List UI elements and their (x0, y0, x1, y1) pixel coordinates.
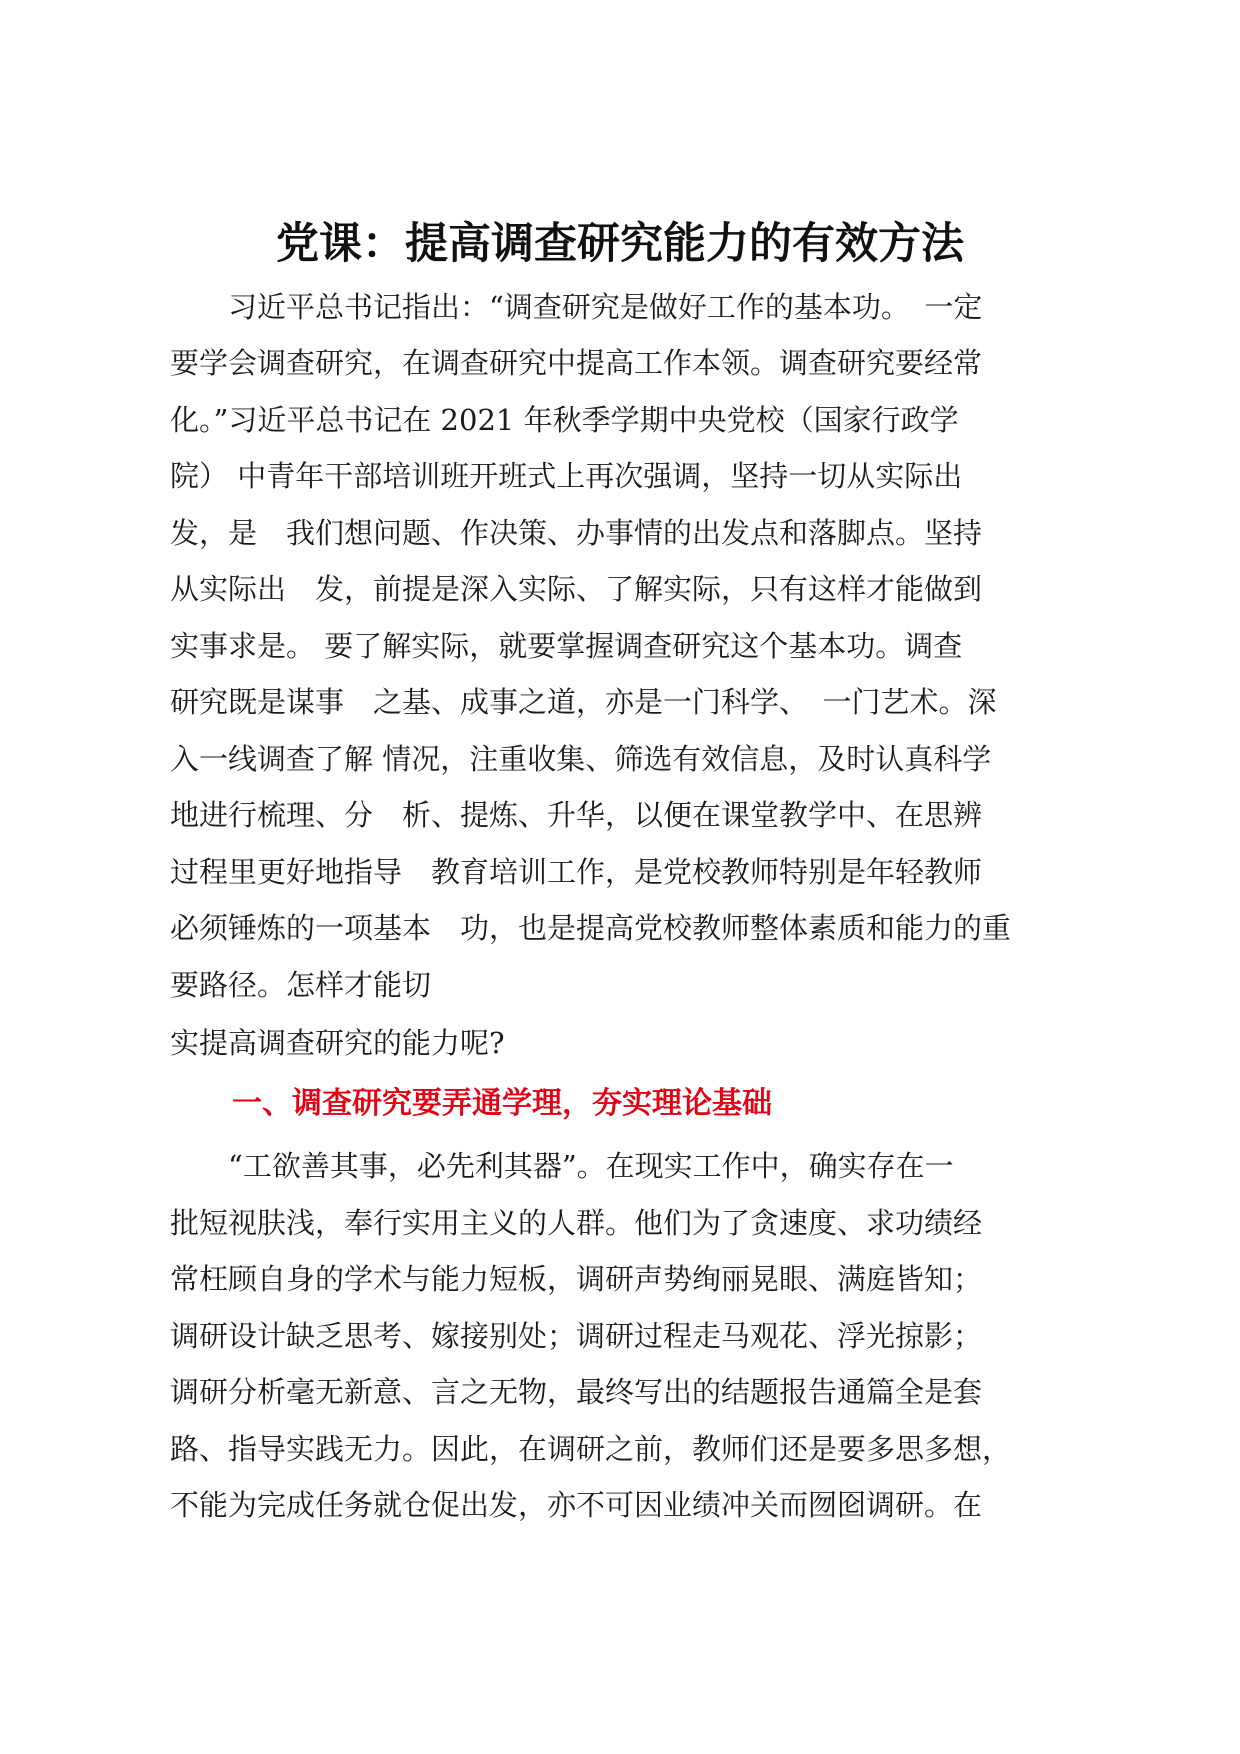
section-line-3: 常枉顾自身的学术与能力短板，调研声势绚丽晃眼、满庭皆知； (170, 1262, 983, 1296)
section-line-4: 调研设计缺乏思考、嫁接别处；调研过程走马观花、浮光掠影； (170, 1319, 983, 1353)
intro-line-6: 从实际出 发，前提是深入实际、了解实际，只有这样才能做到 (170, 572, 983, 606)
intro-line-12: 必须锤炼的一项基本 功，也是提高党校教师整体素质和能力的重 (170, 911, 1012, 945)
intro-line-9: 入一线调查了解 情况，注重收集、筛选有效信息，及时认真科学 (170, 742, 992, 776)
intro-line-2: 要学会调查研究，在调查研究中提高工作本领。调查研究要经常 (170, 346, 983, 380)
intro-line-13: 要路径。怎样才能切 (170, 968, 432, 1002)
intro-line-1: 习近平总书记指出：“调查研究是做好工作的基本功。 一定 (170, 290, 983, 324)
intro-line-7: 实事求是。 要了解实际，就要掌握调查研究这个基本功。调查 (170, 629, 963, 663)
section-line-5: 调研分析毫无新意、言之无物，最终写出的结题报告通篇全是套 (170, 1375, 983, 1409)
document-title: 党课：提高调查研究能力的有效方法 (276, 219, 964, 269)
intro-line-11: 过程里更好地指导 教育培训工作，是党校教师特别是年轻教师 (170, 855, 983, 889)
intro-line-4: 院） 中青年干部培训班开班式上再次强调，坚持一切从实际出 (170, 459, 963, 493)
intro-line-14: 实提高调查研究的能力呢? (170, 1026, 505, 1060)
intro-line-8: 研究既是谋事 之基、成事之道，亦是一门科学、 一门艺术。深 (170, 685, 997, 719)
section-heading: 一、调查研究要弄通学理，夯实理论基础 (232, 1086, 772, 1121)
intro-line-10: 地进行梳理、分 析、提炼、升华，以便在课堂教学中、在思辨 (170, 798, 983, 832)
section-line-2: 批短视肤浅，奉行实用主义的人群。他们为了贪速度、求功绩经 (170, 1206, 983, 1240)
intro-line-3: 化。”习近平总书记在 2021 年秋季学期中央党校（国家行政学 (170, 403, 959, 437)
section-line-1: “工欲善其事，必先利其器”。在现实工作中，确实存在一 (170, 1149, 954, 1183)
intro-line-5: 发，是 我们想问题、作决策、办事情的出发点和落脚点。坚持 (170, 516, 983, 550)
section-line-7: 不能为完成任务就仓促出发，亦不可因业绩冲关而囫囵调研。在 (170, 1488, 983, 1522)
section-line-6: 路、指导实践无力。因此，在调研之前，教师们还是要多思多想， (170, 1432, 1012, 1466)
